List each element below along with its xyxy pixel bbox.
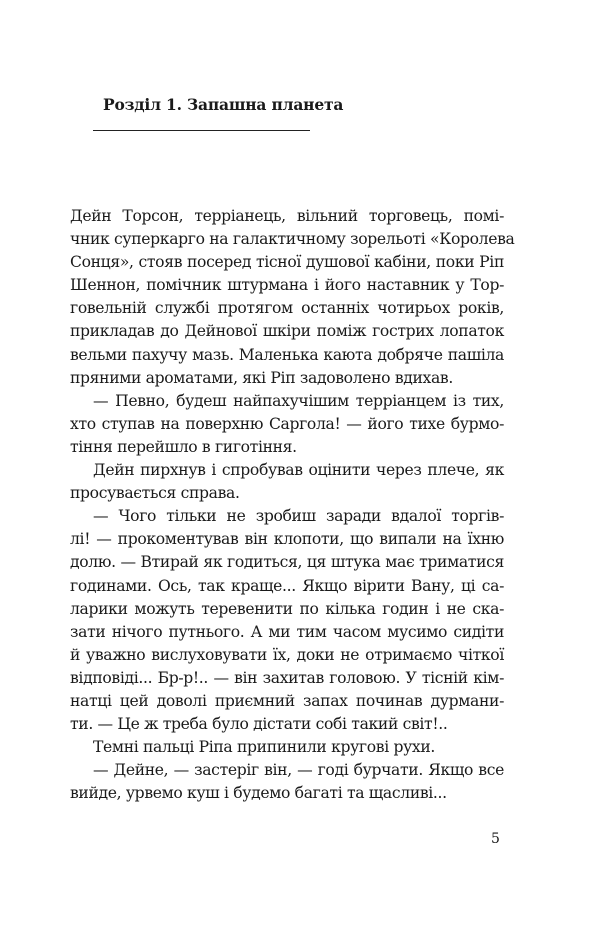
text-line: Дейн Торсон, терріанець, вільний торговець, помі- [70,207,504,225]
text-line: натці цей доволі приємний запах починав дурмани- [70,691,504,710]
text-line: годинами. Ось, так краще... Якщо вірити Вану, ці са- [70,576,504,595]
chapter-title: Розділ 1. Запашна планета [103,95,344,114]
text-line: долю. — Втирай як годиться, ця штука має триматися [70,553,504,572]
chapter-body [70,205,515,805]
title-divider [93,130,310,131]
text-line: лі! — прокоментував він клопоти, що випали на їхню [70,530,504,549]
text-line: Темні пальці Ріпа припинили кругові рухи. [93,738,436,757]
text-line: Шеннон, помічник штурмана і його наставник у Тор- [70,276,504,295]
text-line: вельми пахучу мазь. Маленька каюта добряче пашіла [70,345,504,364]
text-line: й уважно вислуховувати їх, доки не отримаємо чіткої [70,645,504,664]
text-line: Сонця», стояв посеред тісної душової кабіни, поки Ріп [70,253,504,272]
text-line: — Певно, будеш найпахучішим терріанцем із тих, [93,391,504,410]
text-line: говельній службі протягом останніх чотирьох років, [70,299,504,318]
text-line: ти. — Це ж треба було дістати собі такий світ!.. [70,715,448,734]
text-line: чник суперкарго на галактичному зорельоті «Королева [70,230,515,249]
text-line: тіння перейшло в гиготіння. [70,437,297,456]
text-line: — Чого тільки не зробиш заради вдалої торгів- [93,507,504,526]
text-line: вийде, урвемо куш і будемо багаті та щасливі... [70,784,447,803]
page-number: 5 [491,831,500,847]
text-line: — Дейне, — застеріг він, — годі бурчати. Якщо все [93,761,504,780]
text-line: хто ступав на поверхню Саргола! — його тихе бурмо- [70,414,504,433]
text-line: ларики можуть теревенити по кілька годин і не ска- [70,599,504,618]
text-line: зати нічого путнього. А ми тим часом мусимо сидіти [70,622,504,641]
text-line: пряними ароматами, які Ріп задоволено вдихав. [70,368,453,387]
text-line: Дейн пирхнув і спробував оцінити через плече, як [93,461,504,480]
text-line: відповіді... Бр-р!.. — він захитав головою. У тісній кім- [70,668,504,687]
text-line: прикладав до Дейнової шкіри поміж гострих лопаток [70,322,504,341]
text-line: просувається справа. [70,484,240,503]
